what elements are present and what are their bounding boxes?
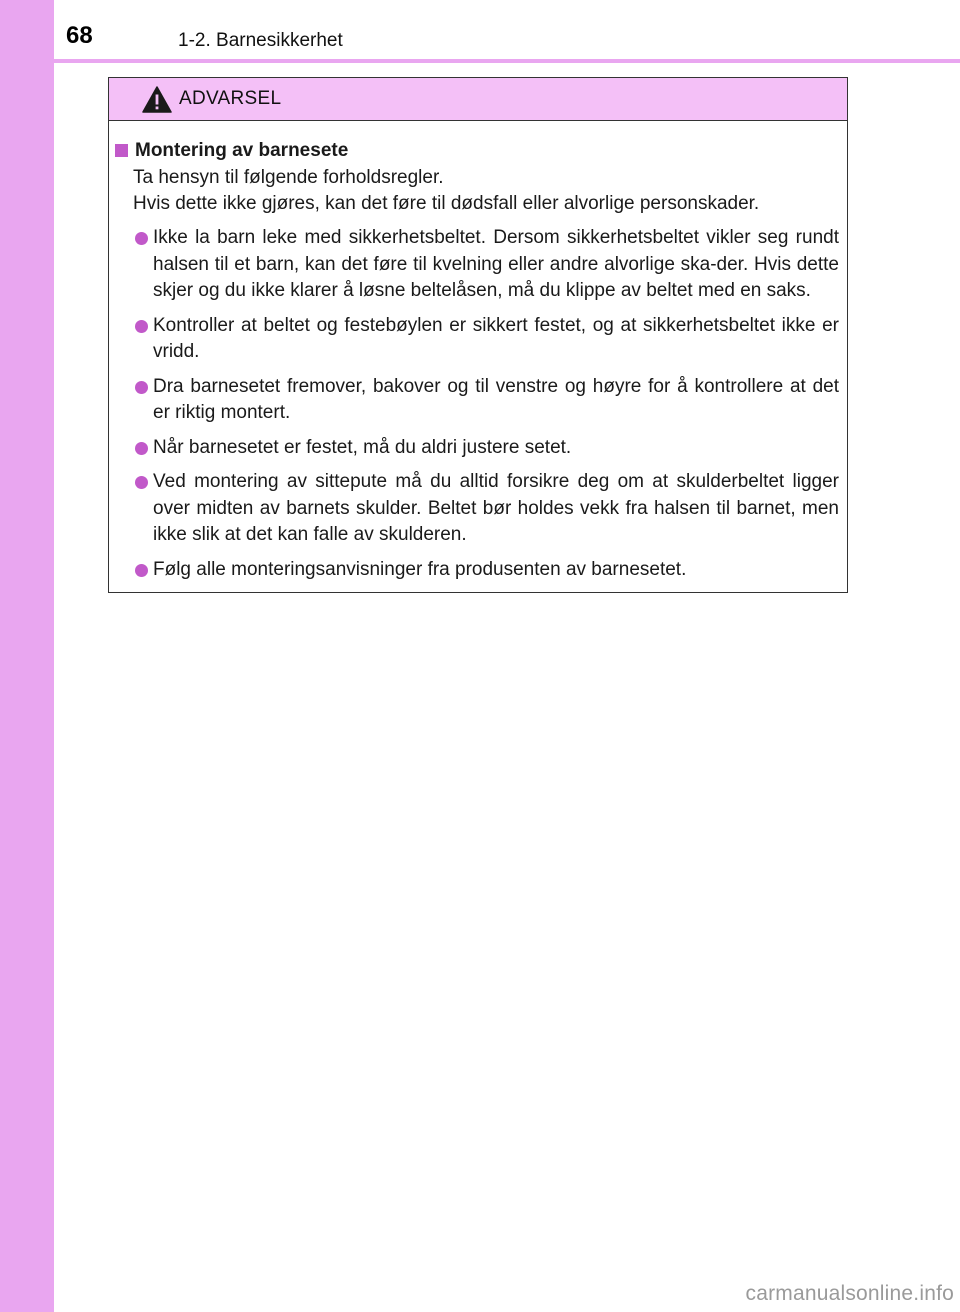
list-item: [135, 225, 839, 305]
round-bullet-icon: [135, 232, 148, 245]
round-bullet-icon: [135, 476, 148, 489]
list-item: [135, 313, 839, 366]
list-item: [135, 469, 839, 549]
warning-body: [109, 121, 847, 583]
bullet-text: Kontroller at beltet og festebøylen er sikkert festet, og at sikkerhetsbeltet ikke er vridd.: [153, 314, 839, 362]
square-bullet-icon: [115, 144, 128, 157]
list-item: [135, 435, 839, 462]
intro-line: Hvis dette ikke gjøres, kan det føre til dødsfall eller alvorlige personskader.: [133, 193, 760, 214]
page-number: 68: [66, 22, 93, 49]
warning-header: [109, 78, 847, 121]
header-rule: [54, 59, 960, 63]
topic-text: Montering av barnesete: [135, 140, 349, 161]
warning-triangle-icon: [142, 86, 172, 113]
bullet-text: Når barnesetet er festet, må du aldri justere setet.: [153, 436, 572, 458]
warning-box: [108, 77, 848, 593]
warning-bullet-list: [109, 225, 839, 583]
bullet-text: Ikke la barn leke med sikkerhetsbeltet. Dersom sikkerhetsbeltet vikler seg rundt halsen til et barn, kan det føre til kvelning eller andre alvorlige ska-der. Hvis dette skjer og du ikke klarer å løsne beltelåsen, må du klippe av beltet med en saks.: [153, 227, 839, 301]
watermark-text[interactable]: carmanualsonline.info: [745, 1282, 954, 1305]
round-bullet-icon: [135, 381, 148, 394]
bullet-text: Ved montering av sittepute må du alltid forsikre deg om at skulderbeltet ligger over midten av barnets skulder. Beltet bør holdes vekk fra halsen til barnet, men ikke slik at det kan falle av skulderen.: [153, 471, 839, 545]
warning-title: ADVARSEL: [179, 88, 282, 109]
list-item: [135, 557, 839, 584]
side-color-band: [0, 0, 54, 1312]
round-bullet-icon: [135, 320, 148, 333]
intro-text: [133, 165, 839, 217]
list-item: [135, 374, 839, 427]
topic-heading: [115, 139, 839, 163]
intro-line: Ta hensyn til følgende forholdsregler.: [133, 167, 444, 188]
section-title: 1-2. Barnesikkerhet: [178, 30, 343, 51]
round-bullet-icon: [135, 442, 148, 455]
round-bullet-icon: [135, 564, 148, 577]
bullet-text: Dra barnesetet fremover, bakover og til venstre og høyre for å kontrollere at det er riktig montert.: [153, 375, 839, 423]
bullet-text: Følg alle monteringsanvisninger fra produsenten av barnesetet.: [153, 558, 687, 580]
